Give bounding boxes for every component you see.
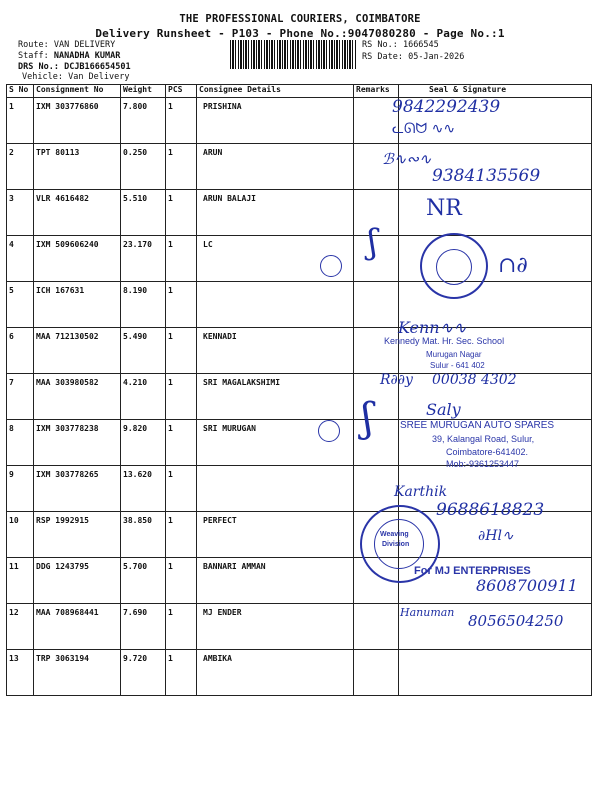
col-sno: S No (7, 85, 34, 98)
staff-value: NANADHA KUMAR (53, 51, 121, 61)
row-sno: 1 (7, 98, 34, 144)
drs-value: DCJB166654501 (64, 62, 131, 72)
row-sno: 2 (7, 144, 34, 190)
table-row (7, 328, 592, 374)
route-line (18, 40, 115, 51)
row-consignment-no: MAA 708968441 (34, 604, 121, 650)
row-consignee: SRI MURUGAN (197, 420, 354, 466)
row-sno: 12 (7, 604, 34, 650)
row-weight: 7.690 (121, 604, 166, 650)
signature-scribble-r6: Kenn∿∿ (398, 318, 467, 337)
row-pcs: 1 (166, 144, 197, 190)
row-consignee: PERFECT (197, 512, 354, 558)
row-sno: 13 (7, 650, 34, 696)
rs-no-value: 1666545 (402, 40, 439, 50)
row-pcs: 1 (166, 650, 197, 696)
col-seal-signature: Seal & Signature (399, 85, 592, 98)
row-remarks (354, 328, 399, 374)
row-weight: 9.820 (121, 420, 166, 466)
company-title: THE PROFESSIONAL COURIERS, COIMBATORE (179, 13, 421, 25)
rs-no-line (362, 40, 439, 51)
signature-bracket-r8: ʃ (362, 395, 373, 441)
row-pcs: 1 (166, 98, 197, 144)
handwritten-name-r13: Hanuman (400, 606, 455, 619)
seal-inner-ring (436, 249, 472, 285)
row-sno: 5 (7, 282, 34, 328)
rs-date-value: 05-Jan-2026 (408, 52, 465, 62)
row-pcs: 1 (166, 190, 197, 236)
staff-label: Staff: (18, 51, 49, 61)
handwritten-note-r7: 00038 4302 (432, 372, 517, 388)
staff-line (18, 51, 120, 62)
shop-stamp-mobile: Mob:-9361253447 (446, 459, 520, 469)
vehicle-line (22, 72, 130, 83)
handwritten-note-r4: NR (426, 196, 462, 221)
col-consignee: Consignee Details (197, 85, 354, 98)
row-consignment-no: RSP 1992915 (34, 512, 121, 558)
signature-scribble-r1: ᓚᘏᗢ ∿∿ (392, 121, 456, 137)
row-consignment-no: DDG 1243795 (34, 558, 121, 604)
signature-scribble-r7: R∂∂y (380, 372, 413, 388)
row-weight: 0.250 (121, 144, 166, 190)
row-consignee: PRISHINA (197, 98, 354, 144)
row-pcs: 1 (166, 282, 197, 328)
row-pcs: 1 (166, 466, 197, 512)
row-weight: 8.190 (121, 282, 166, 328)
signature-bracket-r4: ʃ (368, 222, 378, 262)
signature-scribble-r2: ℬ∿∾∿ (382, 150, 432, 168)
row-sno: 3 (7, 190, 34, 236)
rs-no-label: RS No.: (362, 40, 398, 50)
shop-stamp-address2: Coimbatore-641402. (446, 447, 529, 457)
row-consignment-no: IXM 303776860 (34, 98, 121, 144)
row-remarks (354, 604, 399, 650)
row-consignee: ARUN (197, 144, 354, 190)
shop-stamp-address1: 39, Kalangal Road, Sulur, (432, 434, 535, 444)
table-row (7, 282, 592, 328)
row-sno: 8 (7, 420, 34, 466)
row-pcs: 1 (166, 236, 197, 282)
row-consignment-no: MAA 712130502 (34, 328, 121, 374)
row-remarks (354, 466, 399, 512)
table-header-row (7, 85, 592, 98)
row-pcs: 1 (166, 420, 197, 466)
row-consignment-no: VLR 4616482 (34, 190, 121, 236)
handwritten-phone-r13: 8056504250 (468, 612, 564, 630)
shop-stamp-name: SREE MURUGAN AUTO SPARES (400, 420, 555, 431)
barcode (230, 40, 356, 69)
row-pcs: 1 (166, 328, 197, 374)
enterprise-stamp: For MJ ENTERPRISES (414, 565, 531, 577)
row-consignment-no: ICH 167631 (34, 282, 121, 328)
row-sno: 10 (7, 512, 34, 558)
circular-seal-r5 (420, 233, 488, 299)
table-row (7, 190, 592, 236)
row-consignee: ARUN BALAJI (197, 190, 354, 236)
row-weight: 5.700 (121, 558, 166, 604)
row-remarks (354, 420, 399, 466)
row-consignee: SRI MAGALAKSHIMI (197, 374, 354, 420)
weaving-division-line2: Division (382, 541, 410, 548)
school-stamp-address2: Sulur - 641 402 (430, 361, 485, 370)
handwritten-name-r10: Karthik (394, 484, 448, 500)
row-consignee: AMBIKA (197, 650, 354, 696)
row-consignment-no: IXM 509606240 (34, 236, 121, 282)
row-pcs: 1 (166, 604, 197, 650)
row-consignment-no: IXM 303778238 (34, 420, 121, 466)
col-remarks: Remarks (354, 85, 399, 98)
small-seal-r5 (320, 255, 342, 277)
row-weight: 7.800 (121, 98, 166, 144)
row-seal-signature (399, 650, 592, 696)
weaving-division-line1: Weaving (380, 531, 409, 538)
small-seal-r8 (318, 420, 340, 442)
route-label: Route: (18, 40, 49, 50)
row-weight: 5.510 (121, 190, 166, 236)
vehicle-label: Vehicle: (22, 72, 63, 82)
row-sno: 7 (7, 374, 34, 420)
table-row (7, 98, 592, 144)
col-pcs: PCS (166, 85, 197, 98)
signature-scribble-r11: ∂Hl∿ (478, 528, 514, 544)
row-sno: 9 (7, 466, 34, 512)
row-weight: 13.620 (121, 466, 166, 512)
table-row (7, 650, 592, 696)
row-pcs: 1 (166, 512, 197, 558)
row-consignee: MJ ENDER (197, 604, 354, 650)
row-consignment-no: MAA 303980582 (34, 374, 121, 420)
handwritten-phone-r1: 9842292439 (392, 97, 501, 117)
signature-scribble-r5: ∩∂ (498, 253, 528, 278)
handwritten-phone-r10: 9688618823 (436, 500, 545, 520)
row-consignee (197, 282, 354, 328)
row-consignee: LC (197, 236, 354, 282)
row-weight: 38.850 (121, 512, 166, 558)
row-remarks (354, 282, 399, 328)
row-weight: 9.720 (121, 650, 166, 696)
row-weight: 23.170 (121, 236, 166, 282)
signature-scribble-r8: Saly (426, 400, 461, 419)
col-weight: Weight (121, 85, 166, 98)
row-sno: 11 (7, 558, 34, 604)
row-consignment-no: IXM 303778265 (34, 466, 121, 512)
school-stamp-name: Kennedy Mat. Hr. Sec. School (384, 336, 505, 346)
row-sno: 6 (7, 328, 34, 374)
row-remarks (354, 650, 399, 696)
row-consignment-no: TPT 80113 (34, 144, 121, 190)
row-sno: 4 (7, 236, 34, 282)
rs-date-label: RS Date: (362, 52, 403, 62)
row-consignee (197, 466, 354, 512)
vehicle-value: Van Delivery (68, 72, 130, 82)
drs-label: DRS No.: (18, 62, 59, 72)
row-weight: 4.210 (121, 374, 166, 420)
runsheet-subtitle: Delivery Runsheet - P103 - Phone No.:9047080280 - Page No.:1 (95, 27, 505, 40)
row-consignment-no: TRP 3063194 (34, 650, 121, 696)
rs-date-line (362, 52, 464, 63)
row-consignee: KENNADI (197, 328, 354, 374)
school-stamp-address1: Murugan Nagar (426, 350, 482, 359)
row-pcs: 1 (166, 558, 197, 604)
row-weight: 5.490 (121, 328, 166, 374)
route-value: VAN DELIVERY (53, 40, 116, 50)
handwritten-phone-r12: 8608700911 (476, 576, 578, 595)
handwritten-phone-r3: 9384135569 (432, 166, 541, 186)
col-consignment: Consignment No (34, 85, 121, 98)
row-consignee: BANNARI AMMAN (197, 558, 354, 604)
row-pcs: 1 (166, 374, 197, 420)
